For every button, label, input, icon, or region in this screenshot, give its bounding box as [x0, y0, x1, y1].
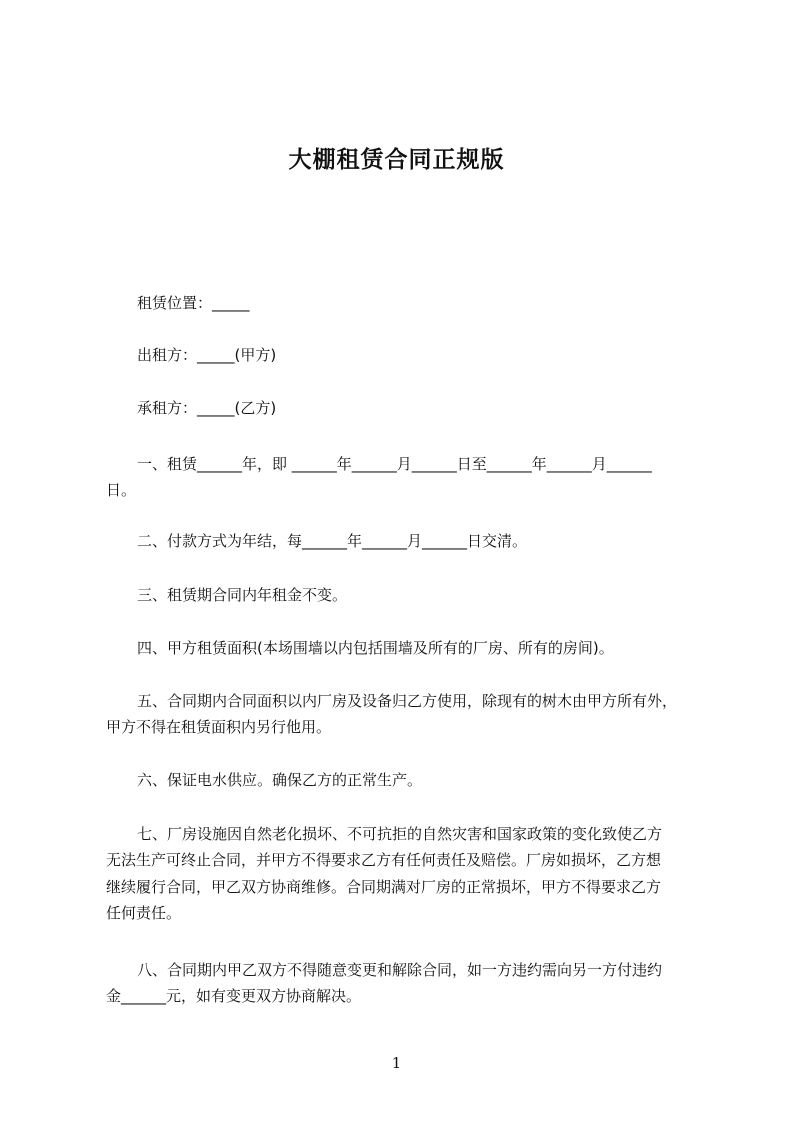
clause-7-line-4: 任何责任。 [106, 904, 182, 922]
clause-6: 六、保证电水供应。确保乙方的正常生产。 [137, 771, 423, 789]
clause-8-line-1: 八、合同期内甲乙双方不得随意变更和解除合同，如一方违约需向另一方付违约 [137, 961, 663, 979]
clause-2: 二、付款方式为年结，每______年______月______日交清。 [137, 532, 528, 550]
page-number: 1 [391, 1054, 402, 1072]
clause-1-line-1: 一、租赁______年，即 ______年______月______日至______年______月______ [137, 455, 652, 473]
document-title: 大棚租赁合同正规版 [288, 147, 505, 173]
clause-7-line-2: 无法生产可终止合同，并甲方不得要求乙方有任何责任及赔偿。厂房如损坏，乙方想 [106, 851, 662, 869]
clause-7-line-3: 继续履行合同，甲乙双方协商维修。合同期满对厂房的正常损坏，甲方不得要求乙方 [106, 878, 662, 896]
clause-3: 三、租赁期合同内年租金不变。 [137, 586, 348, 604]
clause-8-line-2: 金______元，如有变更双方协商解决。 [106, 987, 362, 1005]
clause-5-line-2: 甲方不得在租赁面积内另行他用。 [106, 718, 332, 736]
field-lessee: 承租方：_____(乙方) [137, 399, 277, 417]
clause-1-line-2: 日。 [106, 481, 137, 499]
clause-4: 四、甲方租赁面积(本场围墙以内包括围墙及所有的厂房、所有的房间)。 [137, 639, 614, 657]
field-lessor: 出租方：_____(甲方) [137, 346, 277, 364]
clause-5-line-1: 五、合同期内合同面积以内厂房及设备归乙方使用，除现有的树木由甲方所有外， [137, 692, 678, 710]
clause-7-line-1: 七、厂房设施因自然老化损坏、不可抗拒的自然灾害和国家政策的变化致使乙方 [137, 825, 663, 843]
field-rental-location: 租赁位置：_____ [137, 294, 250, 312]
